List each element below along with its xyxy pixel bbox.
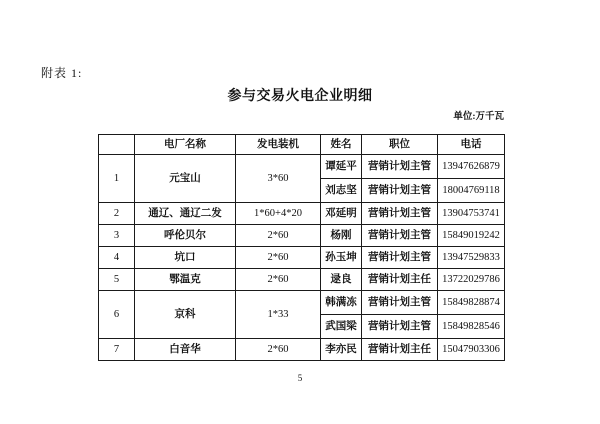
contact-position-cell: 营销计划主管 (362, 315, 438, 339)
contact-phone-cell: 15047903306 (438, 339, 505, 361)
table-row (99, 203, 505, 225)
plant-name-cell: 京科 (135, 291, 236, 339)
capacity-cell: 1*33 (236, 291, 321, 339)
contact-position-cell: 营销计划主管 (362, 291, 438, 315)
contact-phone-cell: 15849828874 (438, 291, 505, 315)
table-row (99, 339, 505, 361)
table-row (99, 225, 505, 247)
col-header-name: 姓名 (321, 135, 362, 155)
col-header-capacity: 发电装机 (236, 135, 321, 155)
plant-name-cell: 呼伦贝尔 (135, 225, 236, 247)
capacity-cell: 2*60 (236, 247, 321, 269)
table-row (99, 155, 505, 179)
page-number: 5 (297, 373, 303, 383)
plant-name-cell: 白音华 (135, 339, 236, 361)
row-index-cell: 4 (99, 247, 135, 269)
row-index-cell: 3 (99, 225, 135, 247)
contact-position-cell: 营销计划主任 (362, 269, 438, 291)
capacity-cell: 2*60 (236, 225, 321, 247)
col-header-position: 职位 (362, 135, 438, 155)
row-index-cell: 6 (99, 291, 135, 339)
contact-phone-cell: 13722029786 (438, 269, 505, 291)
contact-phone-cell: 13904753741 (438, 203, 505, 225)
contact-position-cell: 营销计划主管 (362, 225, 438, 247)
table-header-row (99, 135, 505, 155)
row-index-cell: 5 (99, 269, 135, 291)
contact-name-cell: 逯良 (321, 269, 362, 291)
contact-position-cell: 营销计划主管 (362, 247, 438, 269)
contact-name-cell: 武国梁 (321, 315, 362, 339)
contact-position-cell: 营销计划主任 (362, 339, 438, 361)
col-header-index (99, 135, 135, 155)
col-header-phone: 电话 (438, 135, 505, 155)
plant-name-cell: 元宝山 (135, 155, 236, 203)
table-row (99, 269, 505, 291)
enterprise-table (98, 134, 505, 361)
contact-phone-cell: 18004769118 (438, 179, 505, 203)
contact-name-cell: 谭延平 (321, 155, 362, 179)
plant-name-cell: 通辽、通辽二发 (135, 203, 236, 225)
contact-name-cell: 孙玉坤 (321, 247, 362, 269)
appendix-label: 附表 1: (41, 66, 83, 80)
capacity-cell: 1*60+4*20 (236, 203, 321, 225)
row-index-cell: 2 (99, 203, 135, 225)
contact-name-cell: 邓延明 (321, 203, 362, 225)
contact-phone-cell: 15849019242 (438, 225, 505, 247)
row-index-cell: 7 (99, 339, 135, 361)
capacity-cell: 2*60 (236, 339, 321, 361)
contact-name-cell: 韩满冻 (321, 291, 362, 315)
contact-phone-cell: 13947529833 (438, 247, 505, 269)
table-row (99, 291, 505, 315)
plant-name-cell: 坑口 (135, 247, 236, 269)
plant-name-cell: 鄂温克 (135, 269, 236, 291)
contact-position-cell: 营销计划主管 (362, 155, 438, 179)
contact-name-cell: 李亦民 (321, 339, 362, 361)
contact-position-cell: 营销计划主管 (362, 203, 438, 225)
capacity-cell: 3*60 (236, 155, 321, 203)
contact-name-cell: 刘志坚 (321, 179, 362, 203)
col-header-plant: 电厂名称 (135, 135, 236, 155)
table-row (99, 247, 505, 269)
capacity-cell: 2*60 (236, 269, 321, 291)
page-title: 参与交易火电企业明细 (227, 89, 373, 104)
contact-position-cell: 营销计划主管 (362, 179, 438, 203)
contact-name-cell: 杨刚 (321, 225, 362, 247)
contact-phone-cell: 15849828546 (438, 315, 505, 339)
contact-phone-cell: 13947626879 (438, 155, 505, 179)
unit-label: 单位:万千瓦 (453, 112, 504, 122)
row-index-cell: 1 (99, 155, 135, 203)
